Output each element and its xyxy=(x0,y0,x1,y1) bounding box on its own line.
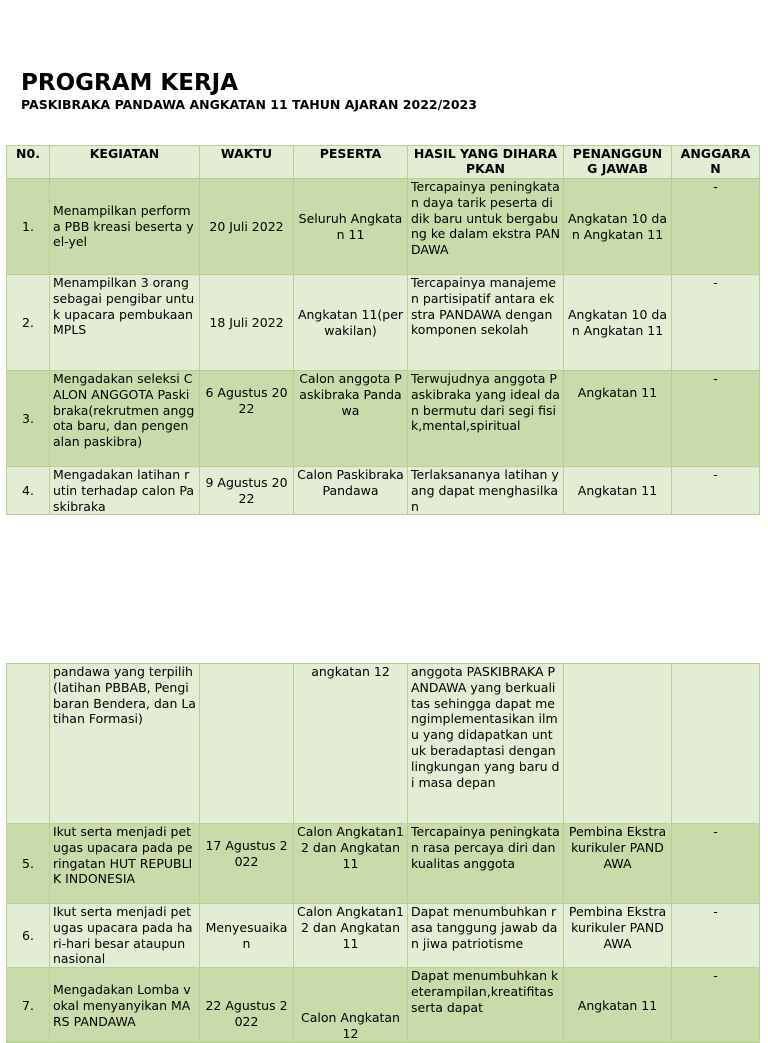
cell-waktu: 17 Agustus 2022 xyxy=(200,824,294,904)
header-hasil: HASIL YANG DIHARAPKAN xyxy=(408,146,564,179)
table-row xyxy=(7,179,760,275)
table-row xyxy=(7,824,760,904)
cell-no: 3. xyxy=(7,371,50,467)
cell-penanggung-jawab: Angkatan 11 xyxy=(564,371,672,467)
table-row xyxy=(7,371,760,467)
cell-anggaran: - xyxy=(672,371,760,467)
cell-no: 1. xyxy=(7,179,50,275)
header-waktu: WAKTU xyxy=(200,146,294,179)
cell-kegiatan: Mengadakan seleksi CALON ANGGOTA Paskibraka(rekrutmen anggota baru, dan pengenalan paskibra) xyxy=(50,371,200,467)
cell-kegiatan: Ikut serta menjadi petugas upacara pada hari-hari besar ataupun nasional xyxy=(50,904,200,968)
header-anggaran: ANGGARA N xyxy=(672,146,760,179)
cell-no: 5. xyxy=(7,824,50,904)
cell-anggaran: - xyxy=(672,968,760,1043)
cell-waktu: 9 Agustus 2022 xyxy=(200,467,294,515)
table-row xyxy=(7,968,760,1043)
cell-peserta: Angkatan 11(perwakilan) xyxy=(294,275,408,371)
cell-penanggung-jawab: Angkatan 10 dan Angkatan 11 xyxy=(564,275,672,371)
cell-penanggung-jawab: Angkatan 11 xyxy=(564,968,672,1043)
work-program-table xyxy=(6,145,760,515)
header-peserta: PESERTA xyxy=(294,146,408,179)
cell-hasil: Dapat menumbuhkan rasa tanggung jawab dan jiwa patriotisme xyxy=(408,904,564,968)
cell-no: 4. xyxy=(7,467,50,515)
cell-penanggung-jawab xyxy=(564,664,672,824)
cell-penanggung-jawab: Pembina Ekstrakurikuler PANDAWA xyxy=(564,824,672,904)
page-subtitle: PASKIBRAKA PANDAWA ANGKATAN 11 TAHUN AJARAN 2022/2023 xyxy=(21,97,477,112)
cell-kegiatan: Menampilkan performa PBB kreasi beserta yel-yel xyxy=(50,179,200,275)
cell-anggaran: - xyxy=(672,275,760,371)
header-no: N0. xyxy=(7,146,50,179)
work-program-table-continued xyxy=(6,663,760,1043)
table-row xyxy=(7,275,760,371)
cell-peserta: Calon anggota Paskibraka Pandawa xyxy=(294,371,408,467)
table-row-continuation xyxy=(7,664,760,824)
cell-hasil: Tercapainya peningkatan rasa percaya diri dan kualitas anggota xyxy=(408,824,564,904)
cell-anggaran: - xyxy=(672,467,760,515)
cell-kegiatan: Ikut serta menjadi petugas upacara pada peringatan HUT REPUBLIK INDONESIA xyxy=(50,824,200,904)
table-row xyxy=(7,467,760,515)
cell-hasil: Tercapainya manajemen partisipatif antara ekstra PANDAWA dengan komponen sekolah xyxy=(408,275,564,371)
cell-peserta: Calon Paskibraka Pandawa xyxy=(294,467,408,515)
cell-hasil: anggota PASKIBRAKA PANDAWA yang berkualitas sehingga dapat mengimplementasikan ilmu yang didapatkan untuk beradaptasi dengan lingkungan yang baru di masa depan xyxy=(408,664,564,824)
cell-penanggung-jawab: Pembina Ekstrakurikuler PANDAWA xyxy=(564,904,672,968)
cell-waktu: Menyesuaikan xyxy=(200,904,294,968)
cell-hasil: Terlaksananya latihan yang dapat menghasilkan xyxy=(408,467,564,515)
cell-kegiatan: Menampilkan 3 orang sebagai pengibar untuk upacara pembukaan MPLS xyxy=(50,275,200,371)
cell-hasil: Tercapainya peningkatan daya tarik peserta didik baru untuk bergabung ke dalam ekstra PANDAWA xyxy=(408,179,564,275)
cell-kegiatan: Mengadakan Lomba vokal menyanyikan MARS PANDAWA xyxy=(50,968,200,1043)
cell-anggaran: - xyxy=(672,904,760,968)
cell-anggaran: - xyxy=(672,824,760,904)
table-header-row xyxy=(7,146,760,179)
cell-waktu: 6 Agustus 2022 xyxy=(200,371,294,467)
cell-peserta: angkatan 12 xyxy=(294,664,408,824)
cell-waktu: 22 Agustus 2022 xyxy=(200,968,294,1043)
cell-no: 7. xyxy=(7,968,50,1043)
cell-peserta: Calon Angkatan12 dan Angkatan 11 xyxy=(294,824,408,904)
cell-waktu xyxy=(200,664,294,824)
cell-hasil: Dapat menumbuhkan keterampilan,kreatifitas serta dapat xyxy=(408,968,564,1043)
table-row xyxy=(7,904,760,968)
cell-peserta: Calon Angkatan12 dan Angkatan 11 xyxy=(294,904,408,968)
cell-hasil: Terwujudnya anggota Paskibraka yang ideal dan bermutu dari segi fisik,mental,spiritual xyxy=(408,371,564,467)
cell-no: 2. xyxy=(7,275,50,371)
cell-anggaran: - xyxy=(672,179,760,275)
cell-anggaran xyxy=(672,664,760,824)
cell-kegiatan: pandawa yang terpilih(latihan PBBAB, Pengibaran Bendera, dan Latihan Formasi) xyxy=(50,664,200,824)
cell-penanggung-jawab: Angkatan 11 xyxy=(564,467,672,515)
cell-kegiatan: Mengadakan latihan rutin terhadap calon Paskibraka xyxy=(50,467,200,515)
cell-peserta: Calon Angkatan 12 xyxy=(294,968,408,1043)
cell-no xyxy=(7,664,50,824)
cell-peserta: Seluruh Angkatan 11 xyxy=(294,179,408,275)
cell-no: 6. xyxy=(7,904,50,968)
header-kegiatan: KEGIATAN xyxy=(50,146,200,179)
cell-penanggung-jawab: Angkatan 10 dan Angkatan 11 xyxy=(564,179,672,275)
page-title: PROGRAM KERJA xyxy=(21,70,239,96)
cell-waktu: 20 Juli 2022 xyxy=(200,179,294,275)
cell-waktu: 18 Juli 2022 xyxy=(200,275,294,371)
header-penanggung-jawab: PENANGGUN G JAWAB xyxy=(564,146,672,179)
